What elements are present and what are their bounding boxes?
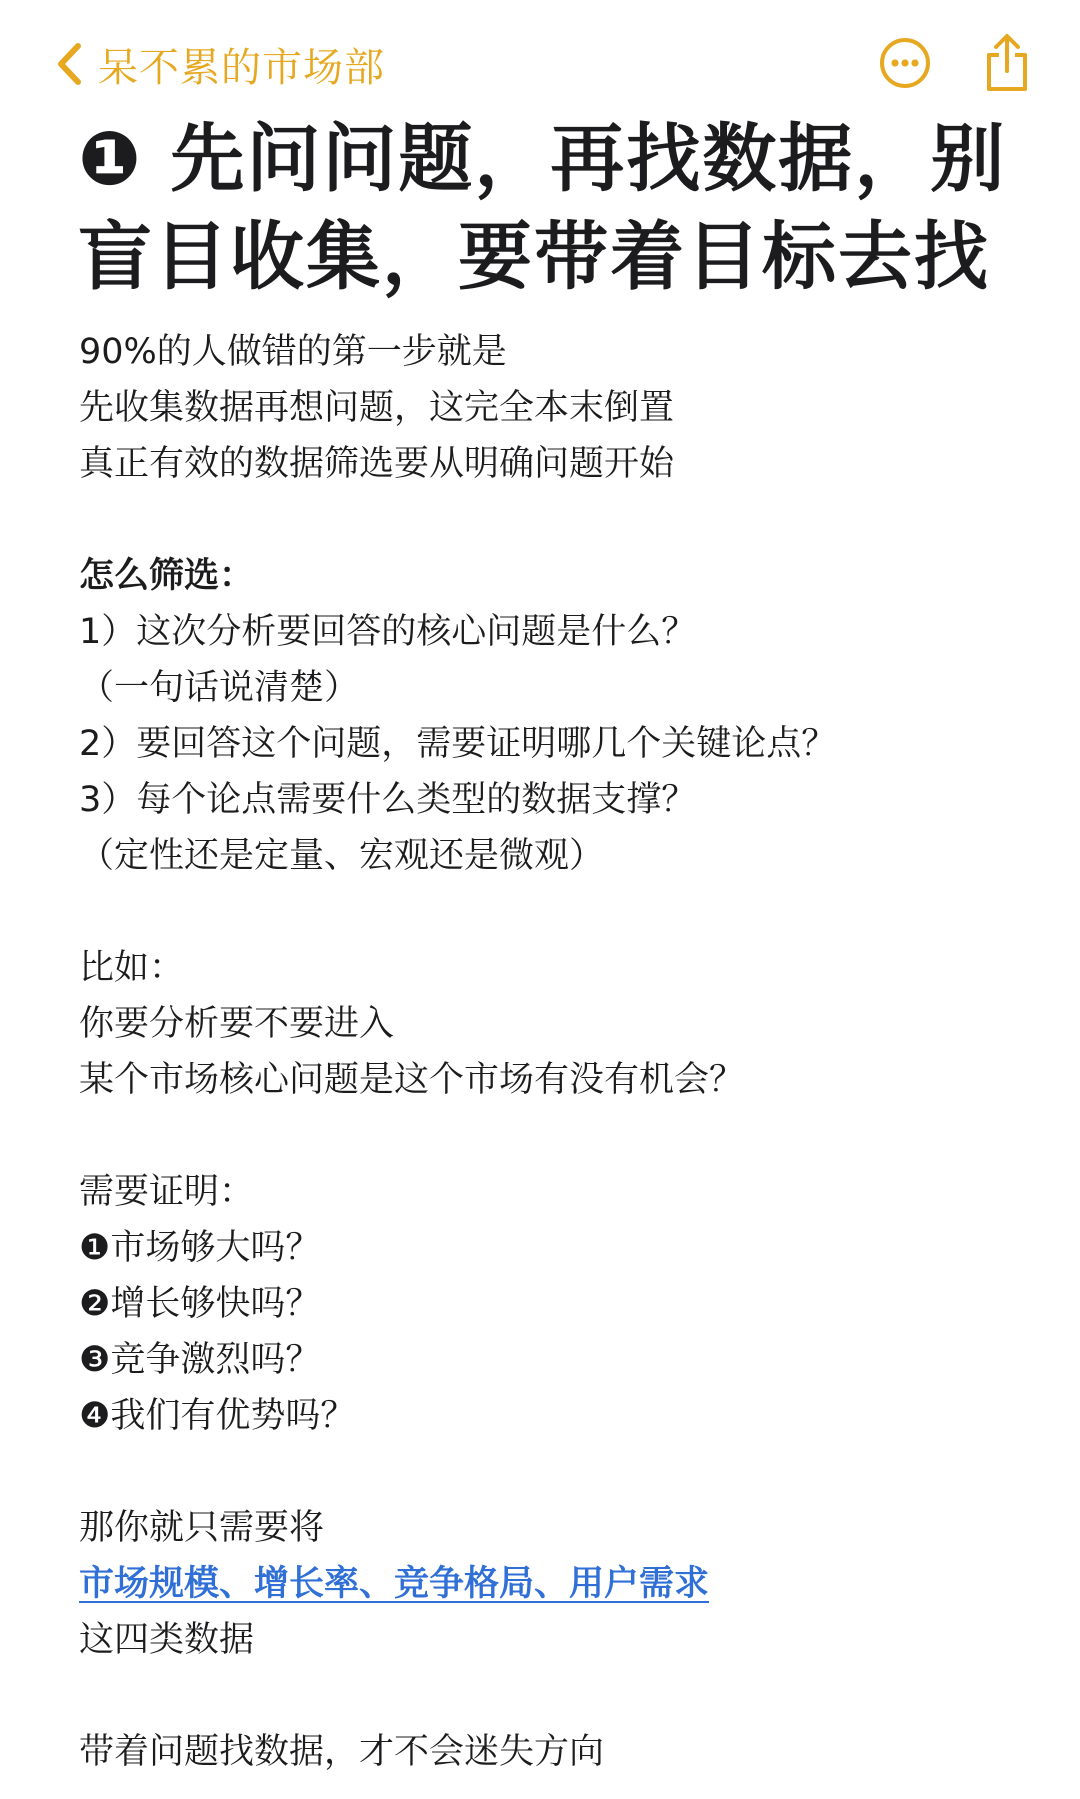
- how-step-line: （一句话说清楚）: [79, 668, 360, 708]
- example-line: 你要分析要不要进入: [79, 1004, 395, 1044]
- back-button-label: 呆不累的市场部: [98, 44, 385, 91]
- more-options-button[interactable]: [879, 37, 931, 89]
- note-body: [79, 324, 1039, 1780]
- closing-line: 带着问题找数据，才不会迷失方向: [79, 1732, 605, 1772]
- data-types-link-line: [79, 1556, 1039, 1612]
- prove-heading: 需要证明：: [79, 1172, 255, 1212]
- prove-item: ❸竞争激烈吗？: [79, 1340, 321, 1380]
- share-button[interactable]: [983, 33, 1031, 93]
- ellipsis-circle-icon: [879, 37, 931, 89]
- back-button[interactable]: [56, 36, 385, 92]
- navigation-bar: [0, 0, 1080, 128]
- chevron-left-icon: [56, 42, 82, 86]
- share-icon: [983, 33, 1031, 93]
- note-title-line: ❶ 先问问题，再找数据，别: [78, 116, 1007, 202]
- four-types-line: 这四类数据: [79, 1620, 255, 1660]
- how-step-line: 2）要回答这个问题，需要证明哪几个关键论点？: [79, 724, 837, 764]
- intro-line: 90%的人做错的第一步就是: [79, 332, 507, 372]
- how-to-filter-heading: 怎么筛选：: [79, 556, 255, 596]
- prove-item: ❹我们有优势吗？: [79, 1396, 356, 1436]
- then-line: 那你就只需要将: [79, 1508, 325, 1548]
- prove-item: ❷增长够快吗？: [79, 1284, 321, 1324]
- how-step-line: 1）这次分析要回答的核心问题是什么？: [79, 612, 697, 652]
- example-heading: 比如：: [79, 948, 185, 988]
- note-title: [78, 110, 1038, 306]
- prove-item: ❶市场够大吗？: [79, 1228, 321, 1268]
- how-step-line: （定性还是定量、宏观还是微观）: [79, 836, 605, 876]
- data-types-link[interactable]: 市场规模、增长率、竞争格局、用户需求: [79, 1564, 710, 1604]
- example-line: 某个市场核心问题是这个市场有没有机会？: [79, 1060, 745, 1100]
- intro-line: 先收集数据再想问题，这完全本末倒置: [79, 388, 675, 428]
- note-title-line: 盲目收集，要带着目标去找: [78, 214, 990, 300]
- intro-line: 真正有效的数据筛选要从明确问题开始: [79, 444, 675, 484]
- how-step-line: 3）每个论点需要什么类型的数据支撑？: [79, 780, 697, 820]
